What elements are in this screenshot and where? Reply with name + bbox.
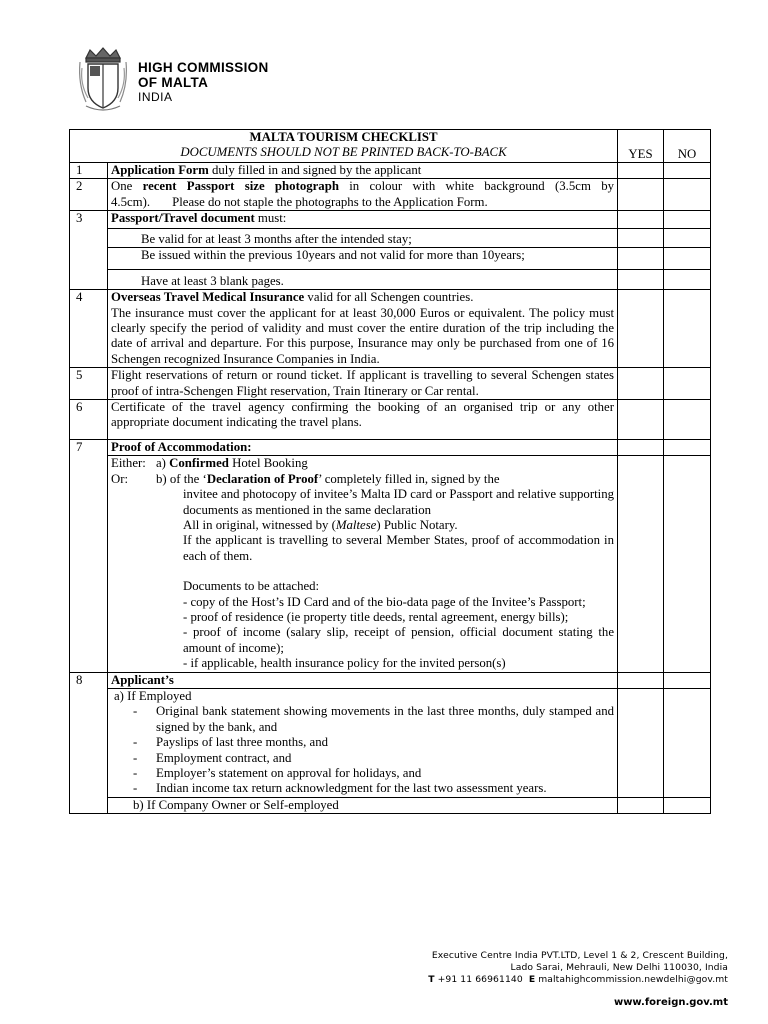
website-link[interactable]: www.foreign.gov.mt [613, 997, 728, 1008]
row-detail: must: [254, 211, 287, 226]
table-row [70, 211, 711, 229]
row-text [108, 290, 618, 368]
yes-checkbox-cell[interactable] [618, 368, 664, 400]
list-item: - Original bank statement showing movements in the last three months, duly stamped and signed by the bank, and [156, 704, 614, 735]
table-subrow [70, 248, 711, 270]
yes-checkbox-cell[interactable] [618, 248, 664, 270]
self-employed-heading: b) If Company Owner or Self-employed [108, 797, 618, 813]
row-heading: Passport/Travel document [111, 211, 255, 226]
employed-details [108, 688, 618, 797]
yes-checkbox-cell[interactable] [618, 456, 664, 672]
attached-doc-item: - proof of income (salary slip, receipt of pension, official document stating the amount of income); [183, 625, 615, 655]
row-number: 1 [70, 163, 108, 179]
org-line-3: INDIA [138, 90, 173, 104]
row-number: 3 [70, 211, 108, 290]
either-label: Either: [111, 456, 146, 471]
table-row [70, 368, 711, 400]
row-number: 4 [70, 290, 108, 368]
original-note-post: ) Public Notary. [376, 517, 458, 532]
yes-checkbox-cell[interactable] [618, 270, 664, 290]
original-note-pre: All in original, witnessed by ( [183, 517, 336, 532]
several-states-note: If the applicant is travelling to several Member States, proof of accommodation in each of them. [183, 533, 615, 563]
no-checkbox-cell[interactable] [664, 248, 711, 270]
no-checkbox-cell[interactable] [664, 211, 711, 229]
yes-checkbox-cell[interactable] [618, 439, 664, 455]
no-checkbox-cell[interactable] [664, 368, 711, 400]
attached-doc-item: - proof of residence (ie property title deeds, rental agreement, energy bills); [183, 609, 569, 624]
row-text [108, 211, 618, 229]
table-row [70, 179, 711, 211]
checklist-title: MALTA TOURISM CHECKLIST [249, 130, 438, 144]
no-checkbox-cell[interactable] [664, 290, 711, 368]
checklist-table [69, 129, 711, 814]
row-heading: Application Form [111, 163, 209, 177]
no-checkbox-cell[interactable] [664, 163, 711, 179]
no-checkbox-cell[interactable] [664, 688, 711, 797]
email-label: E [528, 974, 536, 985]
passport-condition-2: Be issued within the previous 10years and not valid for more than 10years; [108, 248, 618, 270]
yes-checkbox-cell[interactable] [618, 797, 664, 813]
no-checkbox-cell[interactable] [664, 229, 711, 248]
row-number: 6 [70, 400, 108, 440]
row-detail-pre: One [111, 179, 143, 194]
table-subrow [70, 797, 711, 813]
tel-label: T [428, 974, 435, 985]
row-heading: Overseas Travel Medical Insurance [111, 290, 305, 305]
org-line-1: HIGH COMMISSION [138, 60, 269, 75]
employed-heading: a) If Employed [114, 688, 192, 703]
row-number: 8 [70, 672, 108, 814]
docs-heading: Documents to be attached: [183, 579, 320, 594]
address-line-2: Lado Sarai, Mehrauli, New Delhi 110030, India [510, 962, 728, 973]
col-yes-header: YES [618, 130, 664, 163]
table-row [70, 290, 711, 368]
row-text: Certificate of the travel agency confirming the booking of an organised trip or any other appropriate document indicating the travel plans. [108, 400, 618, 440]
footer-address [428, 950, 728, 986]
checklist-subtitle: DOCUMENTS SHOULD NOT BE PRINTED BACK-TO-BACK [180, 145, 507, 160]
row-heading: recent Passport size photograph [142, 179, 339, 194]
row-number: 5 [70, 368, 108, 400]
table-header-row [70, 130, 711, 163]
employed-list [111, 704, 614, 796]
table-subrow [70, 270, 711, 290]
either-heading: Confirmed [169, 456, 229, 471]
no-checkbox-cell[interactable] [664, 439, 711, 455]
accommodation-details [108, 456, 618, 672]
insurance-body: The insurance must cover the applicant for at least 30,000 Euros or equivalent. The policy must clearly specify the period of validity and must cover the entire duration of the trip including the date of arrival and departure. For this purpose, Insurance may only be purchased from one of 16 Schengen recognized Insurance Companies in India. [111, 305, 615, 366]
list-item: - Employer’s statement on approval for holidays, and [156, 766, 614, 781]
or-continuation: invitee and photocopy of invitee’s Malta ID card or Passport and relative supporting documents as mentioned in the same declaration [183, 487, 615, 517]
yes-checkbox-cell[interactable] [618, 290, 664, 368]
yes-checkbox-cell[interactable] [618, 179, 664, 211]
tel-number: +91 11 66961140 [437, 974, 523, 985]
table-row [70, 439, 711, 455]
table-row [70, 672, 711, 688]
row-text: Flight reservations of return or round ticket. If applicant is travelling to several Schengen states proof of intra-Schengen Flight reservation, Train Itinerary or Car rental. [108, 368, 618, 400]
col-no-header: NO [664, 130, 711, 163]
row-note: Please do not staple the photographs to the Application Form. [172, 194, 488, 209]
row-detail: in colour with white background (3.5cm by 4.5cm). [111, 179, 614, 209]
no-checkbox-cell[interactable] [664, 179, 711, 211]
org-line-2: OF MALTA [138, 75, 209, 90]
list-item: - Employment contract, and [156, 751, 614, 766]
original-note-italic: Maltese [335, 517, 377, 532]
attached-doc-item: - if applicable, health insurance policy for the invited person(s) [183, 656, 506, 671]
malta-coat-of-arms-icon [76, 44, 130, 114]
row-number: 7 [70, 439, 108, 672]
contact-line [428, 974, 728, 986]
yes-checkbox-cell[interactable] [618, 163, 664, 179]
or-letter: b) of the ‘ [156, 471, 207, 486]
either-letter: a) [156, 456, 166, 471]
row-detail: valid for all Schengen countries. [304, 290, 474, 305]
or-detail: ’ completely filled in, signed by the [318, 471, 500, 486]
table-subrow [70, 456, 711, 672]
no-checkbox-cell[interactable] [664, 797, 711, 813]
attached-doc-item: - copy of the Host’s ID Card and of the bio-data page of the Invitee’s Passport; [183, 594, 586, 609]
passport-condition-1: Be valid for at least 3 months after the intended stay; [108, 229, 618, 248]
yes-checkbox-cell[interactable] [618, 211, 664, 229]
table-row [70, 400, 711, 440]
row-text [108, 179, 618, 211]
no-checkbox-cell[interactable] [664, 456, 711, 672]
list-item: - Indian income tax return acknowledgment for the last two assessment years. [156, 781, 614, 796]
list-item: - Payslips of last three months, and [156, 735, 614, 750]
row-heading: Applicant’s [108, 672, 618, 688]
organisation-name [138, 60, 269, 105]
yes-checkbox-cell[interactable] [618, 229, 664, 248]
passport-condition-3: Have at least 3 blank pages. [108, 270, 618, 290]
row-detail: duly filled in and signed by the applicant [208, 163, 422, 177]
table-subrow [70, 229, 711, 248]
row-text [108, 163, 618, 179]
either-detail: Hotel Booking [228, 456, 308, 471]
yes-checkbox-cell[interactable] [618, 688, 664, 797]
email-address[interactable]: maltahighcommission.newdelhi@gov.mt [538, 974, 728, 985]
table-subrow [70, 688, 711, 797]
row-number: 2 [70, 179, 108, 211]
or-heading: Declaration of Proof [206, 471, 319, 486]
row-heading: Proof of Accommodation: [108, 439, 618, 455]
or-label: Or: [111, 471, 129, 486]
yes-checkbox-cell[interactable] [618, 672, 664, 688]
no-checkbox-cell[interactable] [664, 270, 711, 290]
table-row [70, 163, 711, 179]
no-checkbox-cell[interactable] [664, 672, 711, 688]
original-note [111, 518, 614, 533]
no-checkbox-cell[interactable] [664, 400, 711, 440]
address-line-1: Executive Centre India PVT.LTD, Level 1 & 2, Crescent Building, [431, 950, 728, 961]
yes-checkbox-cell[interactable] [618, 400, 664, 440]
table-title-cell [70, 130, 618, 163]
